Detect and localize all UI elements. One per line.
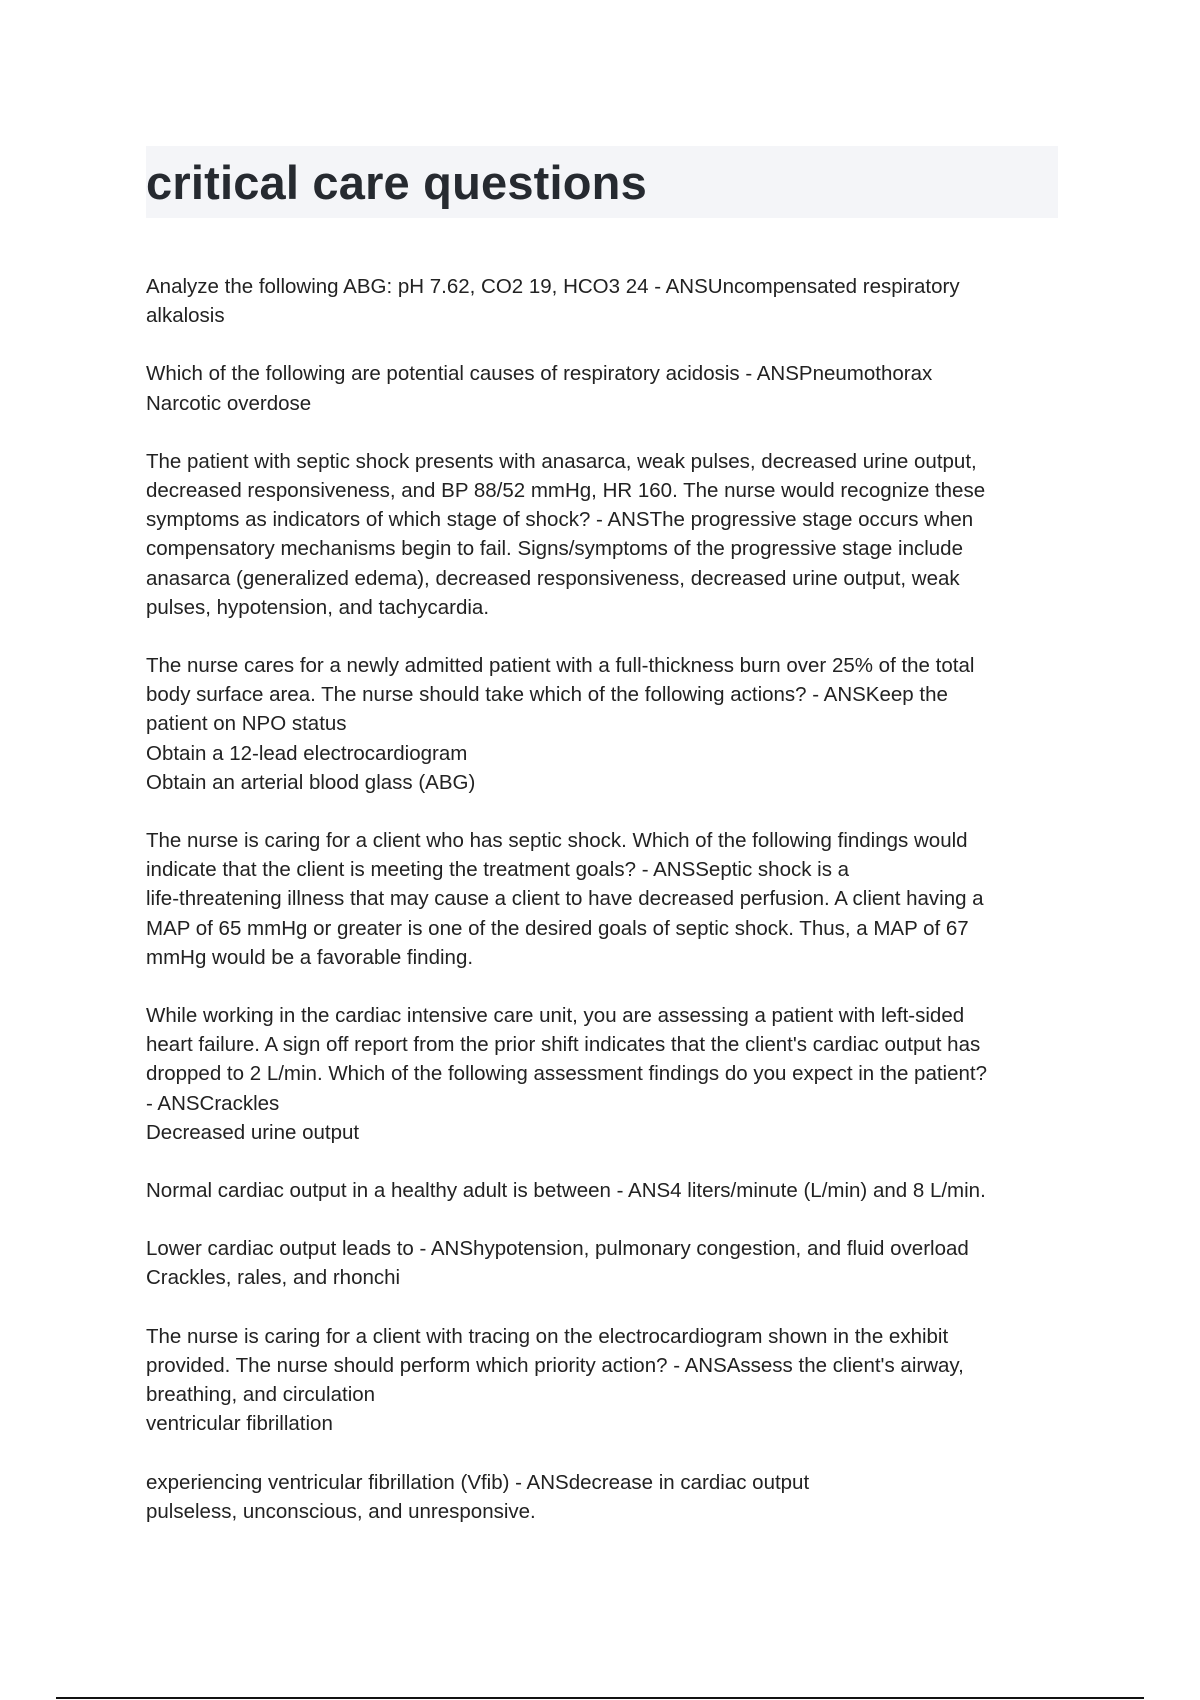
qa-item	[146, 1176, 1058, 1205]
qa-line: Narcotic overdose	[146, 391, 312, 415]
qa-line: Obtain a 12-lead electrocardiogram	[146, 741, 468, 765]
qa-line: decreased responsiveness, and BP 88/52 mmHg, HR 160. The nurse would recognize these	[146, 479, 986, 503]
qa-line: alkalosis	[146, 304, 225, 328]
qa-line: Decreased urine output	[146, 1120, 360, 1144]
qa-item	[146, 272, 1058, 330]
footer-divider	[56, 1697, 1144, 1699]
qa-line: body surface area. The nurse should take which of the following actions? - ANSKeep the	[146, 683, 948, 707]
qa-line: compensatory mechanisms begin to fail. Signs/symptoms of the progressive stage include	[146, 537, 963, 561]
qa-line: Normal cardiac output in a healthy adult is between - ANS4 liters/minute (L/min) and 8 L/min.	[146, 1179, 986, 1203]
qa-line: While working in the cardiac intensive care unit, you are assessing a patient with left-sided	[146, 1004, 965, 1028]
qa-line: experiencing ventricular fibrillation (Vfib) - ANSdecrease in cardiac output	[146, 1470, 810, 1494]
qa-line: The nurse cares for a newly admitted patient with a full-thickness burn over 25% of the total	[146, 654, 975, 678]
qa-line: indicate that the client is meeting the treatment goals? - ANSSeptic shock is a	[146, 858, 850, 882]
qa-line: The patient with septic shock presents with anasarca, weak pulses, decreased urine output,	[146, 449, 977, 473]
qa-line: Crackles, rales, and rhonchi	[146, 1266, 401, 1290]
page-title: critical care questions	[146, 155, 647, 209]
qa-line: mmHg would be a favorable finding.	[146, 945, 474, 969]
qa-line: Lower cardiac output leads to - ANShypotension, pulmonary congestion, and fluid overload	[146, 1237, 969, 1261]
qa-item	[146, 359, 1058, 417]
qa-item	[146, 651, 1058, 797]
qa-line: MAP of 65 mmHg or greater is one of the desired goals of septic shock. Thus, a MAP of 67	[146, 916, 969, 940]
qa-line: pulses, hypotension, and tachycardia.	[146, 595, 490, 619]
qa-item	[146, 1234, 1058, 1292]
qa-line: life-threatening illness that may cause a client to have decreased perfusion. A client having a	[146, 887, 984, 911]
qa-item	[146, 1468, 1058, 1526]
qa-item	[146, 1322, 1058, 1439]
document-page	[146, 146, 1058, 1555]
qa-line: heart failure. A sign off report from the prior shift indicates that the client's cardiac output has	[146, 1033, 981, 1057]
qa-line: symptoms as indicators of which stage of shock? - ANSThe progressive stage occurs when	[146, 508, 974, 532]
qa-line: breathing, and circulation	[146, 1383, 376, 1407]
qa-line: - ANSCrackles	[146, 1091, 280, 1115]
qa-item	[146, 447, 1058, 622]
qa-line: provided. The nurse should perform which priority action? - ANSAssess the client's airway,	[146, 1353, 964, 1377]
qa-line: The nurse is caring for a client who has septic shock. Which of the following findings would	[146, 829, 968, 853]
qa-line: Analyze the following ABG: pH 7.62, CO2 19, HCO3 24 - ANSUncompensated respiratory	[146, 275, 960, 298]
question-list	[146, 272, 1058, 1526]
title-banner	[146, 146, 1058, 218]
qa-item	[146, 1001, 1058, 1147]
qa-line: dropped to 2 L/min. Which of the following assessment findings do you expect in the patient?	[146, 1062, 988, 1086]
qa-line: anasarca (generalized edema), decreased responsiveness, decreased urine output, weak	[146, 566, 960, 590]
qa-item	[146, 826, 1058, 972]
qa-line: Which of the following are potential causes of respiratory acidosis - ANSPneumothorax	[146, 362, 933, 386]
qa-line: patient on NPO status	[146, 712, 347, 736]
qa-line: pulseless, unconscious, and unresponsive.	[146, 1499, 536, 1523]
qa-line: ventricular fibrillation	[146, 1412, 333, 1436]
qa-line: The nurse is caring for a client with tracing on the electrocardiogram shown in the exhibit	[146, 1324, 949, 1348]
qa-line: Obtain an arterial blood glass (ABG)	[146, 770, 476, 794]
